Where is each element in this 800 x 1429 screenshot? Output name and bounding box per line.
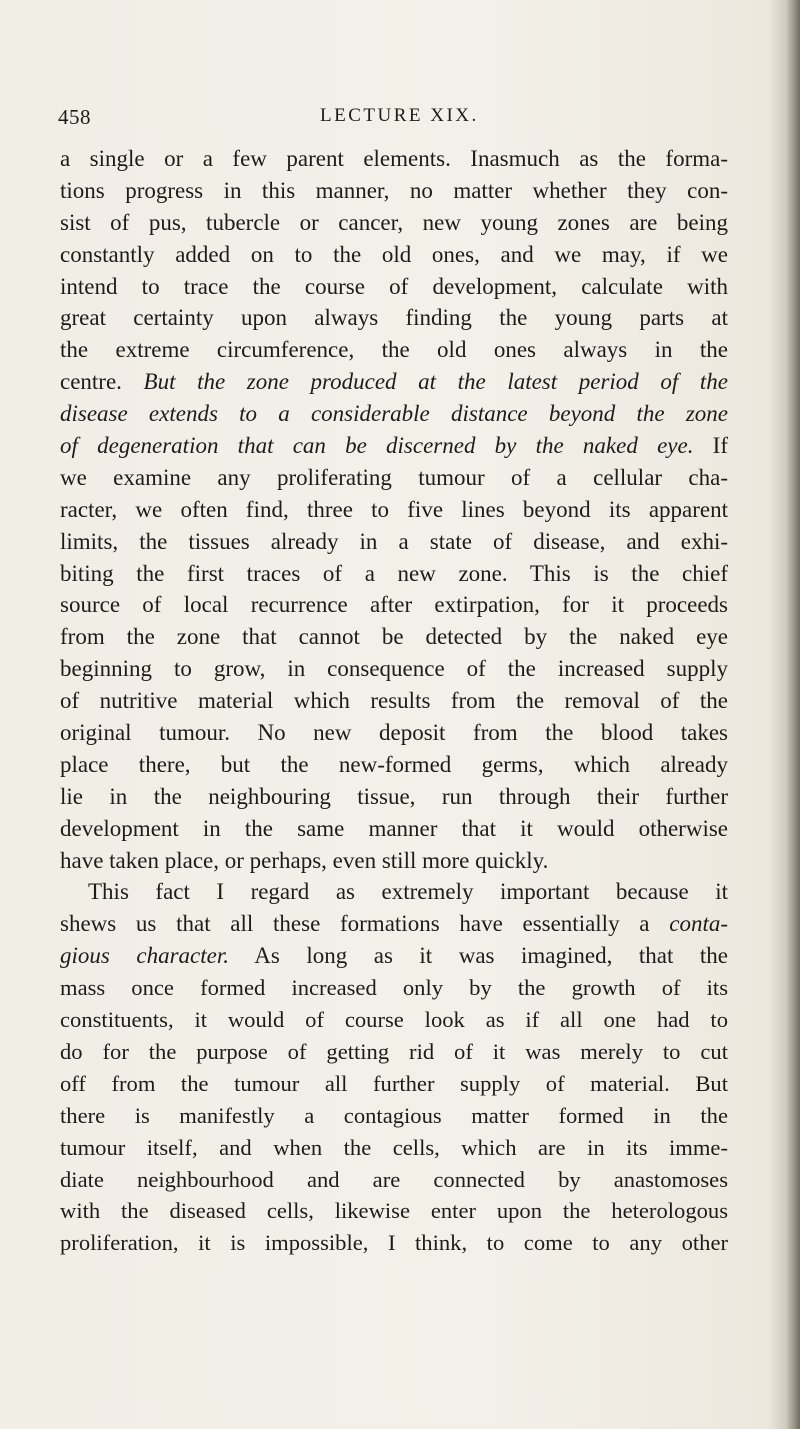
text-line: limits, the tissues already in a state of disease, and exhi- [60, 528, 728, 554]
paragraph-first-line: This fact I regard as extremely important because it [88, 879, 728, 905]
text-line: centre. But the zone produced at the latest period of the [60, 369, 728, 395]
italic-text: conta- [669, 911, 728, 937]
text-line: original tumour. No new deposit from the blood takes [60, 720, 728, 746]
text-line: tions progress in this manner, no matter whether they con- [60, 177, 728, 203]
text-line: off from the tumour all further supply of material. But [60, 1070, 728, 1096]
text-line: the extreme circumference, the old ones always in the [60, 337, 728, 363]
text-line: mass once formed increased only by the growth of its [60, 975, 728, 1001]
running-head: LECTURE XIX. [320, 105, 479, 126]
text-line: lie in the neighbouring tissue, run through their further [60, 783, 728, 809]
text-line: shews us that all these formations have essentially a conta- [60, 911, 728, 937]
text-line: do for the purpose of getting rid of it was merely to cut [60, 1038, 728, 1064]
text-line: with the diseased cells, likewise enter upon the heterologous [60, 1198, 728, 1224]
text-line: development in the same manner that it would otherwise [60, 815, 728, 841]
text-line: constituents, it would of course look as if all one had to [60, 1007, 728, 1033]
text-line: from the zone that cannot be detected by the naked eye [60, 624, 728, 650]
text-line: great certainty upon always finding the young parts at [60, 305, 728, 331]
text-line: biting the first traces of a new zone. This is the chief [60, 560, 728, 586]
italic-text: of degeneration that can be discerned by the naked eye. [60, 433, 694, 459]
text-line: of nutritive material which results from the removal of the [60, 688, 728, 714]
text-line: racter, we often find, three to five lines beyond its apparent [60, 496, 728, 522]
text-line: of degeneration that can be discerned by the naked eye. If [60, 433, 728, 459]
text-line: place there, but the new-formed germs, which already [60, 751, 728, 777]
text-line: beginning to grow, in consequence of the increased supply [60, 656, 728, 682]
page-binding-edge [786, 0, 800, 1429]
paragraph-last-line: have taken place, or perhaps, even still more quickly. [60, 847, 549, 873]
text-line: gious character. As long as it was imagined, that the [60, 943, 728, 969]
body-text [60, 143, 728, 1259]
text-line: intend to trace the course of development, calculate with [60, 273, 728, 299]
text-line [60, 398, 728, 430]
page-number: 458 [58, 105, 91, 129]
text-line: a single or a few parent elements. Inasmuch as the forma- [60, 146, 728, 171]
text-line: source of local recurrence after extirpation, for it proceeds [60, 592, 728, 618]
text-line: tumour itself, and when the cells, which are in its imme- [60, 1134, 728, 1160]
text-line: sist of pus, tubercle or cancer, new young zones are being [60, 209, 728, 235]
page-header [58, 105, 730, 135]
italic-text: gious character. [60, 943, 229, 969]
text-line: we examine any proliferating tumour of a cellular cha- [60, 464, 728, 490]
italic-text: But the zone produced at the latest period of the [143, 369, 728, 395]
text-line: there is manifestly a contagious matter formed in the [60, 1102, 728, 1128]
italic-text: disease extends to a considerable distance beyond the zone [60, 401, 728, 427]
text-line: diate neighbourhood and are connected by anastomoses [60, 1166, 728, 1192]
text-line: constantly added on to the old ones, and we may, if we [60, 241, 728, 267]
text-line: proliferation, it is impossible, I think, to come to any other [60, 1230, 728, 1256]
